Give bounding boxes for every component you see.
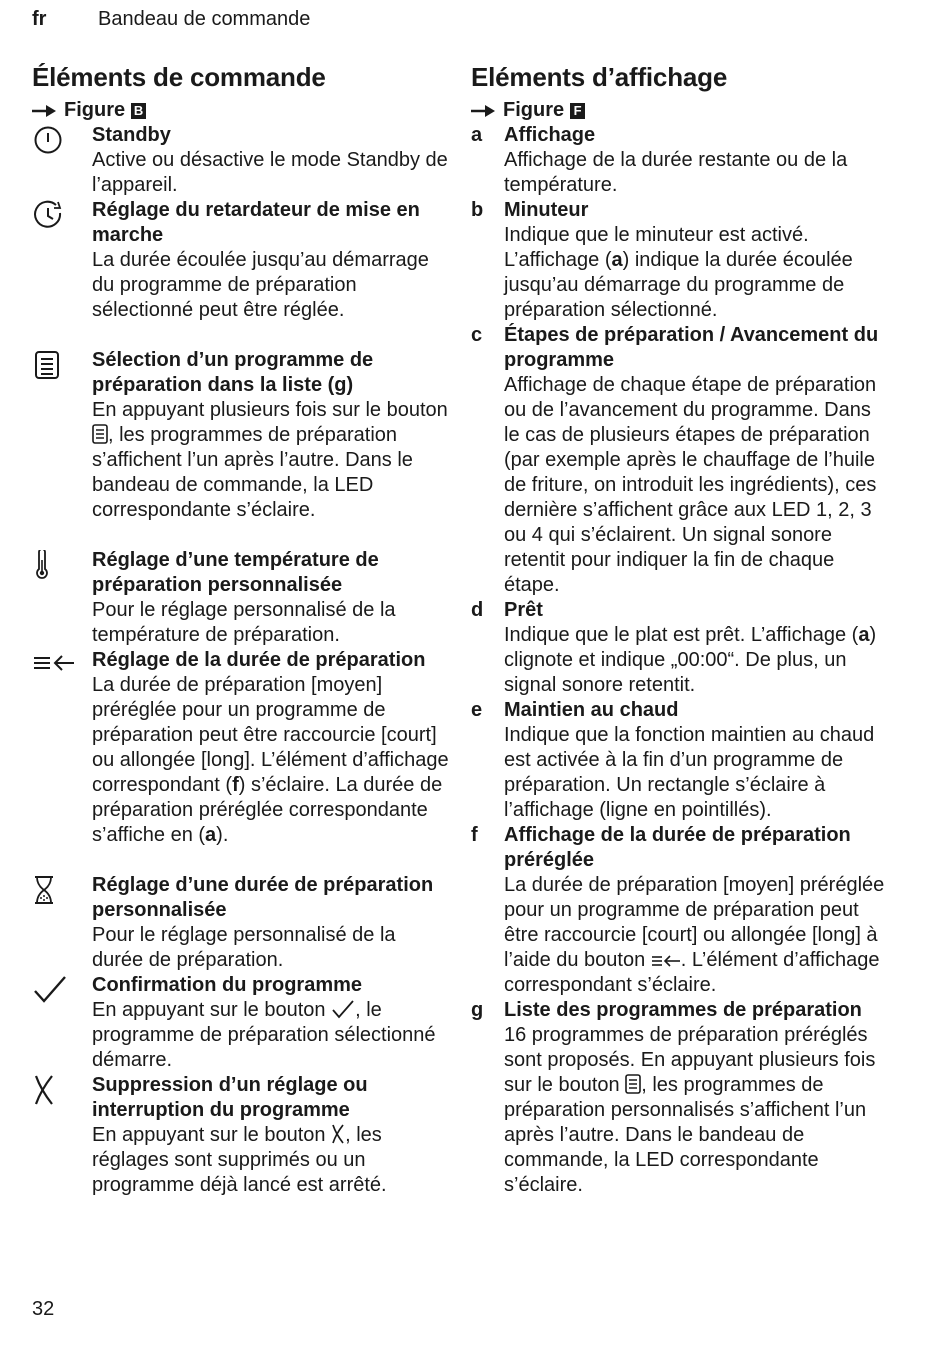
- item-title: Réglage de la durée de préparation: [92, 649, 426, 671]
- item-title: Réglage du retardateur de mise en marche: [92, 199, 420, 246]
- item-text: Affichage de chaque étape de préparation ou de l’avancement du programme. Dans le cas de plusieurs étapes de préparation (par exemple après le chauffage de l’huile de friture, on introduit les ingrédients), ces dernière s’affichent grâce aux LED 1, 2, 3 ou 4 qui s’éclairent. Un signal sonore retentit pour indiquer la fin de chaque étape.: [504, 374, 877, 596]
- item-title: Affichage: [504, 124, 596, 146]
- item-title: Prêt: [504, 599, 543, 621]
- item-text: Pour le réglage personnalisé de la température de préparation.: [92, 599, 396, 646]
- item-text: Indique que le plat est prêt. L’affichage (a) clignote et indique „00:00“. De plus, un signal sonore retentit.: [504, 624, 877, 696]
- item-title: Affichage de la durée de préparation préréglée: [504, 824, 851, 871]
- item-text: Affichage de la durée restante ou de la température.: [504, 149, 848, 196]
- item-text: En appuyant plusieurs fois sur le bouton , les programmes de préparation s’affichent l’un après l’autre. Dans le bandeau de commande, la LED correspondante s’éclaire.: [92, 399, 448, 521]
- hourglass-icon: [32, 875, 66, 905]
- display-item-b: [471, 198, 891, 323]
- figure-letter-badge: F: [570, 103, 585, 119]
- display-item-e: [471, 698, 891, 823]
- item-title: Étapes de préparation / Avancement du programme: [504, 324, 879, 371]
- display-column: [471, 60, 891, 1198]
- figure-letter-badge: B: [131, 103, 146, 119]
- figure-label: Figure: [64, 99, 126, 121]
- item-text: En appuyant sur le bouton , le programme de préparation sélectionné démarre.: [92, 999, 436, 1071]
- item-text: 16 programmes de préparation préréglés sont proposés. En appuyant plusieurs fois sur le bouton , les programmes de préparation personnalisés s’affichent l’un après l’autre. Dans le bandeau de commande, la LED correspondante s’éclaire.: [504, 1024, 876, 1196]
- page-number: 32: [32, 1298, 55, 1320]
- item-title: Suppression d’un réglage ou interruption du programme: [92, 1074, 368, 1121]
- page-header: [32, 6, 310, 32]
- item-letter: c: [471, 324, 483, 346]
- item-letter: g: [471, 999, 484, 1021]
- cancel-x-icon: [32, 1075, 66, 1105]
- control-item-duration: [32, 648, 452, 873]
- checkmark-icon: [32, 975, 66, 1005]
- item-letter: d: [471, 599, 484, 621]
- arrow-right-icon: [32, 104, 58, 118]
- display-item-g: [471, 998, 891, 1198]
- display-heading: Eléments d’affichage: [471, 62, 728, 92]
- figure-reference: [32, 98, 452, 123]
- clock-timer-icon: [32, 200, 66, 230]
- control-item-temperature: [32, 548, 452, 648]
- checkmark-icon: [331, 999, 355, 1019]
- list-icon: [92, 424, 108, 444]
- list-icon: [32, 350, 66, 380]
- item-letter: e: [471, 699, 483, 721]
- item-title: Confirmation du programme: [92, 974, 363, 996]
- display-item-a: [471, 123, 891, 198]
- thermometer-icon: [32, 550, 66, 580]
- duration-arrow-icon: [651, 953, 681, 969]
- item-text: Indique que la fonction maintien au chaud est activée à la fin d’un programme de préparation. Un rectangle s’éclaire à l’affichage (ligne en pointillés).: [504, 724, 875, 821]
- item-title: Standby: [92, 124, 171, 146]
- control-item-custom-duration: [32, 873, 452, 973]
- item-text: La durée écoulée jusqu’au démarrage du programme de préparation sélectionné peut être réglée.: [92, 249, 429, 321]
- item-title: Maintien au chaud: [504, 699, 679, 721]
- item-text: Pour le réglage personnalisé de la durée de préparation.: [92, 924, 396, 971]
- control-item-delay-timer: [32, 198, 452, 348]
- list-icon: [625, 1074, 641, 1094]
- figure-reference: [471, 98, 891, 123]
- item-text: La durée de préparation [moyen] préréglée pour un programme de préparation peut être raccourcie [court] ou allongée [long]. L’élément d’affichage correspondant (f) s’éclaire. La durée de préparation préréglée correspondante s’affiche en (a).: [92, 674, 449, 846]
- cancel-x-icon: [331, 1124, 345, 1144]
- item-title: Sélection d’un programme de préparation dans la liste (g): [92, 349, 374, 396]
- item-text: Indique que le minuteur est activé. L’affichage (a) indique la durée écoulée jusqu’au démarrage du programme de préparation sélectionné.: [504, 224, 853, 321]
- language-code: fr: [32, 8, 47, 30]
- item-title: Minuteur: [504, 199, 589, 221]
- item-text: La durée de préparation [moyen] préréglée pour un programme de préparation peut être raccourcie [court] ou allongée [long] à l’aide du bouton . L’élément d’affichage correspondant s’éclaire.: [504, 874, 885, 996]
- item-letter: a: [471, 124, 483, 146]
- item-letter: b: [471, 199, 484, 221]
- item-letter: f: [471, 824, 478, 846]
- controls-column: [32, 60, 452, 1198]
- control-item-confirm: [32, 973, 452, 1073]
- item-text: En appuyant sur le bouton , les réglages sont supprimés ou un programme déjà lancé est arrêté.: [92, 1124, 387, 1196]
- item-text: Active ou désactive le mode Standby de l’appareil.: [92, 149, 448, 196]
- display-item-f: [471, 823, 891, 998]
- duration-arrow-icon: [32, 650, 76, 680]
- item-title: Liste des programmes de préparation: [504, 999, 862, 1021]
- figure-label: Figure: [503, 99, 565, 121]
- display-item-d: [471, 598, 891, 698]
- power-icon: [32, 125, 66, 155]
- control-item-standby: [32, 123, 452, 198]
- control-item-cancel: [32, 1073, 452, 1198]
- section-title: Bandeau de commande: [98, 8, 311, 30]
- control-item-program-list: [32, 348, 452, 548]
- controls-heading: Éléments de commande: [32, 62, 326, 92]
- display-item-c: [471, 323, 891, 598]
- item-title: Réglage d’une durée de préparation personnalisée: [92, 874, 434, 921]
- item-title: Réglage d’une température de préparation personnalisée: [92, 549, 379, 596]
- arrow-right-icon: [471, 104, 497, 118]
